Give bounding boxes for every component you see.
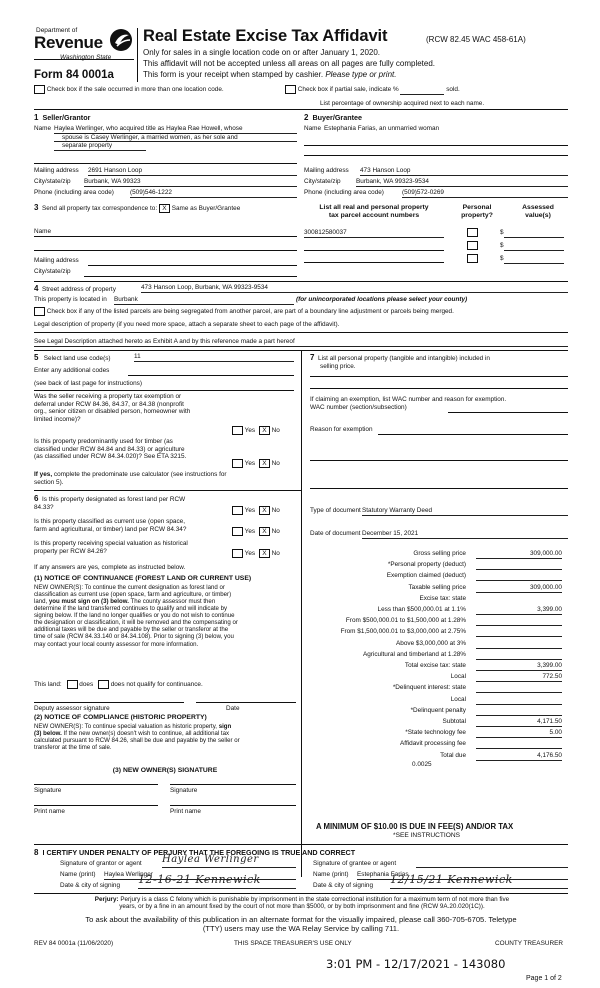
seller-heading: 1 Seller/Grantor bbox=[34, 113, 91, 122]
tax-row-amount[interactable]: 4,176.50 bbox=[476, 752, 562, 761]
segregate-checkbox[interactable] bbox=[34, 307, 45, 316]
tax-row bbox=[310, 584, 562, 594]
tax-row bbox=[310, 606, 562, 616]
tax-row-label: Total excise tax: state bbox=[404, 662, 466, 669]
sec3-mail-label: Mailing address bbox=[34, 257, 79, 264]
parcel-number-1[interactable]: 300812580037 bbox=[304, 229, 444, 238]
tax-row-amount[interactable]: 3,399.00 bbox=[476, 662, 562, 671]
grantee-print-name[interactable]: Estephania Farias bbox=[357, 871, 568, 880]
tax-row-label: Less than $500,000.01 at 1.1% bbox=[377, 606, 466, 613]
seller-mail[interactable]: 2691 Hanson Loop bbox=[88, 167, 297, 176]
state-label: Washington State bbox=[60, 54, 112, 61]
additional-codes-label: Enter any additional codes bbox=[34, 367, 110, 374]
multi-location-row: Check box if the sale occurred in more than one location code. bbox=[34, 85, 224, 94]
seller-phone[interactable]: (509)546-1222 bbox=[130, 189, 297, 198]
tax-row-label: *Delinquent penalty bbox=[410, 706, 466, 714]
grantor-date-city[interactable]: 12-16-21 Kennewick bbox=[138, 874, 296, 889]
historic-yes-checkbox[interactable] bbox=[232, 549, 243, 558]
tax-row-label: From $1,500,000.01 to $3,000,000 at 2.75% bbox=[340, 628, 466, 636]
owner-print-label-2: Print name bbox=[170, 808, 201, 815]
property-location[interactable]: Burbank bbox=[114, 296, 294, 305]
buyer-mail-label: Mailing address bbox=[304, 167, 349, 174]
tax-row-label: From $500,000.01 to $1,500,000 at 1.28% bbox=[345, 617, 466, 625]
buyer-city[interactable]: Burbank, WA 99323-9534 bbox=[356, 178, 568, 187]
if-yes-note: If yes, complete the predominate use calculator (see instructions for section 5). bbox=[34, 471, 227, 486]
cashier-stamp: 3:01 PM - 12/17/2021 - 143080 bbox=[326, 957, 506, 971]
owner-signature-label: Signature bbox=[34, 787, 62, 794]
dor-logo bbox=[34, 27, 134, 69]
partial-sale-checkbox[interactable] bbox=[285, 85, 296, 94]
assessed-value-2[interactable]: $ bbox=[500, 242, 568, 251]
forest-yes-no: Yes X No bbox=[232, 506, 280, 515]
current-use-yes-checkbox[interactable] bbox=[232, 527, 243, 536]
personal-property-text: 7 List all personal property (tangible and intangible) included in selling price. bbox=[310, 353, 490, 370]
doc-type-label: Type of document bbox=[310, 507, 361, 514]
personal-header: Personal property? bbox=[461, 204, 493, 220]
tax-row bbox=[310, 684, 562, 694]
alt-format-note: To ask about the availability of this publication in an alternate format for the visually impaired, please call 360-705-6705. Teletype (TTY) users may use the WA Relay Service by calling 711. bbox=[85, 915, 517, 933]
wac-text: If claiming an exemption, list WAC number and reason for exemption. WAC number (section/subsection) bbox=[310, 396, 507, 411]
assessed-value-3[interactable]: $ bbox=[500, 255, 568, 264]
tax-row-label: Affidavit processing fee bbox=[400, 740, 466, 748]
grantee-date-label: Date & city of signing bbox=[313, 882, 374, 889]
property-address[interactable]: 473 Hanson Loop, Burbank, WA 99323-9534 bbox=[141, 284, 568, 293]
local-rate: 0.0025 bbox=[412, 761, 432, 768]
tax-row-label: *Delinquent interest: state bbox=[392, 684, 466, 692]
tax-row bbox=[310, 628, 562, 638]
timber-question: Is this property predominantly used for timber (as classified under RCW 84.84 and 84.33) or agriculture (as classified under RCW 84.34.020)? See ETA 3215. bbox=[34, 438, 187, 461]
header-line-2: This affidavit will not be accepted unless all areas on all pages are fully completed. bbox=[143, 59, 436, 68]
forest-yes-checkbox[interactable] bbox=[232, 506, 243, 515]
seller-mail-label: Mailing address bbox=[34, 167, 79, 174]
tax-row bbox=[310, 617, 562, 627]
personal-checkbox-1[interactable] bbox=[467, 228, 478, 237]
tax-row-label: Above $3,000,000 at 3% bbox=[396, 639, 466, 647]
historic-question: Is this property receiving special valuation as historical property per RCW 84.26? bbox=[34, 540, 188, 555]
current-use-question: Is this property classified as current use (open space, farm and agricultural, or timber) land per RCW 84.34? bbox=[34, 518, 187, 533]
forest-question: 6 Is this property designated as forest land per RCW 84.33? bbox=[34, 494, 186, 511]
grantee-signature[interactable] bbox=[416, 860, 568, 868]
current-use-no-checkbox[interactable]: X bbox=[259, 527, 270, 536]
seller-city-label: City/state/zip bbox=[34, 178, 71, 185]
tax-row-amount[interactable]: 772.50 bbox=[476, 673, 562, 682]
forest-no-checkbox[interactable]: X bbox=[259, 506, 270, 515]
land-does-not-checkbox[interactable] bbox=[98, 680, 109, 689]
exemption-yes-checkbox[interactable] bbox=[232, 426, 243, 435]
same-as-buyer-checkbox[interactable]: X bbox=[159, 204, 170, 213]
buyer-heading: 2 Buyer/Grantee bbox=[304, 113, 362, 122]
notice-continuance-title: (1) NOTICE OF CONTINUANCE (FOREST LAND OR CURRENT USE) bbox=[34, 575, 252, 582]
located-label: This property is located in bbox=[34, 296, 107, 303]
tax-row-amount[interactable] bbox=[476, 640, 562, 649]
minimum-due-note: A MINIMUM OF $10.00 IS DUE IN FEE(S) AND/OR TAX bbox=[316, 822, 514, 831]
revenue-swirl-icon bbox=[108, 27, 134, 53]
segregate-row: Check box if any of the listed parcels are being segregated from another parcel, are part of a boundary line adjustment or parcels being merged. bbox=[34, 307, 454, 316]
grantor-sig-label: Signature of grantor or agent bbox=[60, 860, 142, 867]
county-treasurer: COUNTY TREASURER bbox=[495, 940, 563, 947]
certify-title: 8 I CERTIFY UNDER PENALTY OF PERJURY THAT THE FOREGOING IS TRUE AND CORRECT bbox=[34, 848, 356, 857]
new-owner-signature-title: (3) NEW OWNER(S) SIGNATURE bbox=[112, 767, 218, 774]
perjury-note: Perjury: Perjury is a class C felony which is punishable by imprisonment in the state correctional institution for a maximum term of not more than five years, or by a fine in an amount fixed by the court of not more than $5000, or by both imprisonment and fine (RCW 9A.20.020(1C)). bbox=[94, 896, 510, 911]
tax-row-amount[interactable] bbox=[476, 617, 562, 626]
tax-row-label: Agricultural and timberland at 1.28% bbox=[362, 650, 466, 658]
ownership-note: List percentage of ownership acquired next to each name. bbox=[320, 100, 485, 107]
rcw-reference: (RCW 82.45 WAC 458-61A) bbox=[426, 35, 526, 44]
sec3-row: 3 Send all property tax correspondence to: X Same as Buyer/Grantee bbox=[34, 203, 241, 212]
tax-row-amount[interactable] bbox=[476, 740, 562, 749]
tax-row-amount[interactable]: 309,000.00 bbox=[476, 584, 562, 593]
tax-row bbox=[310, 595, 562, 605]
grantee-name-row: Name (print) bbox=[313, 871, 349, 878]
revenue-wordmark: Revenue bbox=[34, 33, 103, 52]
timber-yes-no: Yes X No bbox=[232, 459, 280, 468]
tax-row bbox=[310, 729, 562, 739]
deputy-signature-label: Deputy assessor signature bbox=[34, 705, 110, 712]
sec3-city-label: City/state/zip bbox=[34, 268, 71, 275]
dept-line: Department of bbox=[36, 27, 78, 34]
current-use-yes-no: Yes X No bbox=[232, 527, 280, 536]
tax-row bbox=[310, 561, 562, 571]
doc-date[interactable]: December 15, 2021 bbox=[362, 530, 568, 539]
timber-no-checkbox[interactable]: X bbox=[259, 459, 270, 468]
tax-row bbox=[310, 740, 562, 750]
historic-no-checkbox[interactable]: X bbox=[259, 549, 270, 558]
seller-name-label: Name bbox=[34, 125, 52, 132]
partial-sale-percent[interactable] bbox=[400, 86, 444, 95]
doc-date-label: Date of document bbox=[310, 530, 361, 537]
form-number: Form 84 0001a bbox=[34, 69, 114, 81]
tax-row-amount[interactable]: 3,399.00 bbox=[476, 606, 562, 615]
see-back-note: (see back of last page for instructions) bbox=[34, 380, 142, 387]
tax-row bbox=[310, 662, 562, 672]
exemption-no-checkbox[interactable]: X bbox=[259, 426, 270, 435]
tax-row bbox=[310, 752, 562, 762]
tax-row-amount[interactable]: 5.00 bbox=[476, 729, 562, 738]
tax-row bbox=[310, 718, 562, 728]
tax-row-amount[interactable] bbox=[476, 572, 562, 581]
tax-row bbox=[310, 673, 562, 683]
if-any-yes: If any answers are yes, complete as instructed below. bbox=[34, 564, 186, 571]
see-instructions: *SEE INSTRUCTIONS bbox=[393, 832, 461, 839]
unincorporated-note: (for unincorporated locations please select your county) bbox=[296, 296, 468, 303]
buyer-phone-label: Phone (including area code) bbox=[304, 189, 384, 196]
tax-row-label: *Personal property (deduct) bbox=[387, 561, 466, 569]
exemption-yes-no: Yes X No bbox=[232, 426, 280, 435]
page-title: Real Estate Excise Tax Affidavit bbox=[143, 27, 388, 45]
legal-description[interactable]: See Legal Description attached hereto as Exhibit A and by this reference made a part hereof bbox=[34, 338, 568, 347]
seller-phone-label: Phone (including area code) bbox=[34, 189, 114, 196]
land-use-code[interactable]: 11 bbox=[134, 353, 294, 362]
grantor-print-name[interactable]: Haylea Werlinger bbox=[104, 871, 296, 880]
buyer-name-label: Name bbox=[304, 125, 322, 132]
assessed-header: Assessed value(s) bbox=[522, 204, 554, 220]
tax-row-amount[interactable]: 4,171.50 bbox=[476, 718, 562, 727]
notice-compliance-text: NEW OWNER(S): To continue special valuation as historic property, sign (3) below. If the new owner(s) doesn't wish to continue, all additional tax calculated pursuant to RCW 84.26, shall be due and payable by the seller or transferor at the time of sale. bbox=[34, 723, 240, 752]
grantor-signature[interactable]: Haylea Werlinger bbox=[162, 854, 296, 868]
grantee-sig-label: Signature of grantee or agent bbox=[313, 860, 397, 867]
tax-row bbox=[310, 696, 562, 706]
historic-yes-no: Yes X No bbox=[232, 549, 280, 558]
owner-print-label: Print name bbox=[34, 808, 65, 815]
legal-label: Legal description of property (if you need more space, attach a separate sheet to each page of the affidavit). bbox=[34, 321, 340, 328]
parcels-header: List all real and personal property tax parcel account numbers bbox=[319, 204, 429, 220]
tax-row-label: Total due bbox=[440, 751, 466, 759]
tax-row-amount[interactable] bbox=[476, 684, 562, 693]
multi-location-checkbox[interactable] bbox=[34, 85, 45, 94]
tax-row-label: Excise tax: state bbox=[419, 594, 466, 602]
tax-row-label: Taxable selling price bbox=[408, 583, 466, 591]
tax-row bbox=[310, 707, 562, 717]
timber-yes-checkbox[interactable] bbox=[232, 459, 243, 468]
owner-signature-label-2: Signature bbox=[170, 787, 198, 794]
tax-row-label: Subtotal bbox=[442, 718, 466, 725]
tax-row-label: Exemption claimed (deduct) bbox=[386, 572, 466, 580]
assessed-value-1[interactable]: $ bbox=[500, 229, 568, 238]
grantor-name-row: Name (print) bbox=[60, 871, 96, 878]
grantor-date-label: Date & city of signing bbox=[60, 882, 121, 889]
land-does-checkbox[interactable] bbox=[67, 680, 78, 689]
seller-name[interactable]: Haylea Werlinger, who acquired title as Haylea Rae Howell, whose spouse is Casey Werlinger, a married women, as her sole and separate property bbox=[54, 125, 297, 151]
tax-row-amount[interactable]: 309,000.00 bbox=[476, 550, 562, 559]
tax-row-label: Local bbox=[450, 673, 466, 681]
grantee-date-city[interactable]: 12/15/21 Kennewick bbox=[390, 874, 568, 889]
this-land-row: This land: does does not qualify for continuance. bbox=[34, 681, 203, 689]
buyer-phone[interactable]: (509)572-0269 bbox=[402, 189, 568, 198]
treasurer-only: THIS SPACE TREASURER'S USE ONLY bbox=[234, 940, 352, 947]
sec3-name-label: Name bbox=[34, 228, 52, 235]
buyer-mail[interactable]: 473 Hanson Loop bbox=[360, 167, 568, 176]
partial-sale-row: Check box if partial sale, indicate % sold. bbox=[285, 85, 460, 95]
tax-row bbox=[310, 651, 562, 661]
form-revision: REV 84 0001a (11/06/2020) bbox=[34, 940, 114, 947]
tax-row-label: Local bbox=[450, 695, 466, 703]
tax-row bbox=[310, 550, 562, 560]
sec4-street-row: 4 Street address of property bbox=[34, 284, 116, 293]
tax-row-amount[interactable] bbox=[476, 561, 562, 570]
notice-compliance-title: (2) NOTICE OF COMPLIANCE (HISTORIC PROPERTY) bbox=[34, 714, 207, 721]
seller-city[interactable]: Burbank, WA 99323 bbox=[84, 178, 297, 187]
tax-row bbox=[310, 572, 562, 582]
buyer-name[interactable]: Estephania Farias, an unmarried woman bbox=[324, 125, 440, 132]
personal-checkbox-2[interactable] bbox=[467, 241, 478, 250]
tax-row-amount[interactable] bbox=[476, 628, 562, 637]
deputy-date-label: Date bbox=[226, 705, 240, 712]
doc-type[interactable]: Statutory Warranty Deed bbox=[362, 507, 568, 516]
sec5-row: 5 Select land use code(s) bbox=[34, 353, 111, 362]
exemption-question: Was the seller receiving a property tax exemption or deferral under RCW 84.36, 84.37, or 84.38 (nonprofit org., senior citizen or disabled person, homeowner with limited income)? bbox=[34, 393, 191, 423]
tax-row-amount[interactable] bbox=[476, 707, 562, 716]
tax-row bbox=[310, 640, 562, 650]
tax-row-label: Gross selling price bbox=[413, 550, 466, 557]
tax-row-amount[interactable] bbox=[476, 696, 562, 705]
header-line-3: This form is your receipt when stamped by cashier. Please type or print. bbox=[143, 70, 397, 79]
page-number: Page 1 of 2 bbox=[526, 975, 562, 982]
tax-row-amount[interactable] bbox=[476, 651, 562, 660]
tax-row-label: *State technology fee bbox=[405, 729, 466, 737]
buyer-city-label: City/state/zip bbox=[304, 178, 341, 185]
header-line-1: Only for sales in a single location code on or after January 1, 2020. bbox=[143, 48, 381, 57]
notice-continuance-text: NEW OWNER(S): To continue the current designation as forest land or classification as current use (open space, farm and agriculture, or timber) land, you must sign on (3) below. The county assessor must then determine if the land transferred continues to qualify and will indicate by signing below. If the land no longer qualifies or you do not wish to continue the designation or classification, it will be removed and the compensating or additional taxes will be due and payable by the seller or transferor at the time of sale (RCW 84.33.140 or 84.34.108). Prior to signing (3) below, you may contact your local county assessor for more information. bbox=[34, 584, 238, 648]
personal-checkbox-3[interactable] bbox=[467, 254, 478, 263]
reason-label: Reason for exemption bbox=[310, 426, 373, 433]
